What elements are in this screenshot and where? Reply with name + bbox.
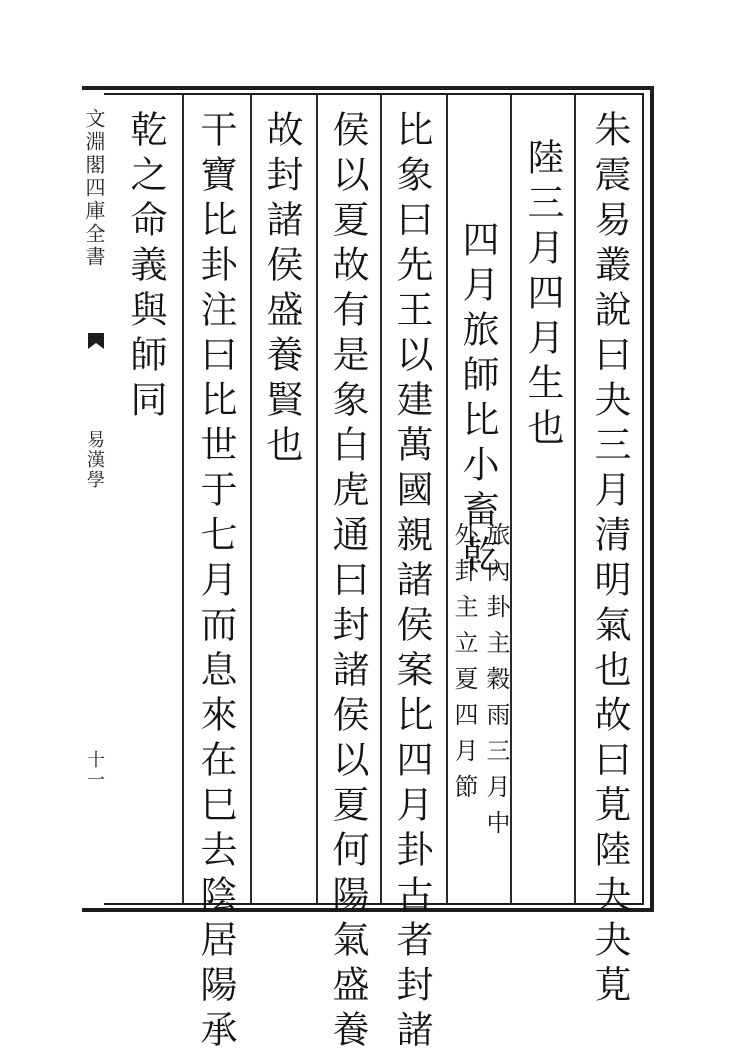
column-rule (182, 95, 184, 903)
text-column-2: 陸三月四月生也 (521, 138, 564, 453)
fish-tail-mark (88, 333, 104, 343)
annotation-right: 旅內卦主穀雨三月中 (482, 522, 510, 846)
column-rule (510, 95, 512, 903)
column-rule (316, 95, 318, 903)
column-rule (574, 95, 576, 903)
column-rule (446, 95, 448, 903)
text-column-7: 干寶比卦注曰比世于七月而息來在巳去陰居陽承 (194, 110, 237, 1055)
annotation-left: 外卦主立夏四月節 (450, 522, 478, 810)
text-column-1: 朱震易叢說曰夬三月清明氣也故曰莧陸夬夬莧 (588, 110, 631, 1010)
margin-header: 文淵閣四庫全書 (82, 108, 106, 269)
text-column-8: 乾之命義與師同 (124, 110, 167, 425)
column-rule (380, 95, 382, 903)
column-rule (250, 95, 252, 903)
center-margin (84, 100, 104, 900)
margin-folio: 十一 (84, 750, 105, 790)
text-column-5: 侯以夏故有是象白虎通曰封諸侯以夏何陽氣盛養 (326, 110, 369, 1055)
text-column-3: 四月旅師比小畜乾 (456, 220, 499, 580)
text-column-4: 比象曰先王以建萬國親諸侯案比四月卦古者封諸 (390, 110, 433, 1055)
text-column-6: 故封諸侯盛養賢也 (260, 110, 303, 470)
margin-title: 易漢學 (84, 430, 105, 490)
